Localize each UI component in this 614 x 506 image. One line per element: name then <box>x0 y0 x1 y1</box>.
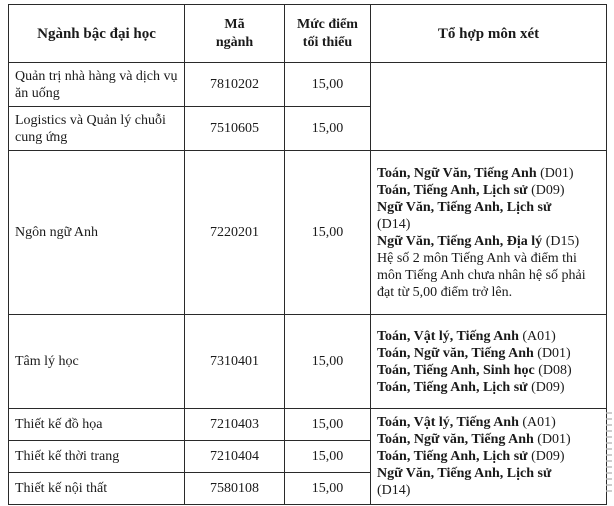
combo-line: Toán, Vật lý, Tiếng Anh (A01) <box>377 328 556 344</box>
major-code: 7220201 <box>185 151 285 315</box>
header-score <box>285 5 371 63</box>
min-score: 15,00 <box>285 315 371 409</box>
major-code: 7310401 <box>185 315 285 409</box>
combo-code: (D14) <box>377 216 411 232</box>
combo-line: Ngữ Văn, Tiếng Anh, Địa lý (D15) <box>377 233 580 249</box>
major-code: 7210403 <box>185 409 285 441</box>
combo-line: Toán, Tiếng Anh, Lịch sử (D09) <box>377 449 565 464</box>
combo-line: Ngữ Văn, Tiếng Anh, Lịch sử <box>377 466 552 481</box>
combo-line: Toán, Ngữ văn, Tiếng Anh (D01) <box>377 432 571 447</box>
admission-table <box>8 4 607 505</box>
combo-line: Toán, Tiếng Anh, Sinh học (D08) <box>377 362 572 378</box>
header-score-line1: Mức điểm <box>297 16 358 32</box>
table-row <box>9 151 607 315</box>
min-score: 15,00 <box>285 107 371 151</box>
header-code <box>185 5 285 63</box>
major-name: Thiết kế thời trang <box>9 441 185 473</box>
min-score: 15,00 <box>285 441 371 473</box>
min-score: 15,00 <box>285 151 371 315</box>
header-major: Ngành bậc đại học <box>9 5 185 63</box>
major-code: 7810202 <box>185 63 285 107</box>
combo-line: Toán, Ngữ văn, Tiếng Anh (D01) <box>377 345 571 361</box>
major-name: Logistics và Quản lý chuỗi cung ứng <box>9 107 185 151</box>
combo-line: Toán, Tiếng Anh, Lịch sử (D09) <box>377 379 565 395</box>
combo-note: Hệ số 2 môn Tiếng Anh và điểm thi môn Tiếng Anh chưa nhân hệ số phải đạt từ 5,00 điểm trở lên. <box>377 250 586 300</box>
min-score: 15,00 <box>285 473 371 505</box>
combo-cell <box>371 151 607 315</box>
header-code-line1: Mã <box>224 16 245 32</box>
header-score-line2: tối thiểu <box>302 34 353 50</box>
major-name: Tâm lý học <box>9 315 185 409</box>
combo-line: Toán, Ngữ Văn, Tiếng Anh (D01) <box>377 165 574 181</box>
major-name: Thiết kế đồ họa <box>9 409 185 441</box>
major-name: Thiết kế nội thất <box>9 473 185 505</box>
combo-cell-empty <box>371 63 607 151</box>
header-code-line2: ngành <box>215 34 254 50</box>
major-code: 7580108 <box>185 473 285 505</box>
combo-line: Ngữ Văn, Tiếng Anh, Lịch sử <box>377 199 552 215</box>
major-name: Quản trị nhà hàng và dịch vụ ăn uống <box>9 63 185 107</box>
major-code: 7210404 <box>185 441 285 473</box>
combo-cell <box>371 315 607 409</box>
combo-cell <box>371 409 607 505</box>
header-row <box>9 5 607 63</box>
header-combo: Tổ hợp môn xét <box>371 5 607 63</box>
table-row <box>9 63 607 107</box>
major-code: 7510605 <box>185 107 285 151</box>
scan-edge-mark <box>606 412 612 492</box>
combo-line: Toán, Vật lý, Tiếng Anh (A01) <box>377 415 556 430</box>
combo-line: Toán, Tiếng Anh, Lịch sử (D09) <box>377 182 565 198</box>
min-score: 15,00 <box>285 63 371 107</box>
table-row <box>9 315 607 409</box>
major-name: Ngôn ngữ Anh <box>9 151 185 315</box>
table-row <box>9 409 607 441</box>
min-score: 15,00 <box>285 409 371 441</box>
combo-code: (D14) <box>377 483 411 498</box>
